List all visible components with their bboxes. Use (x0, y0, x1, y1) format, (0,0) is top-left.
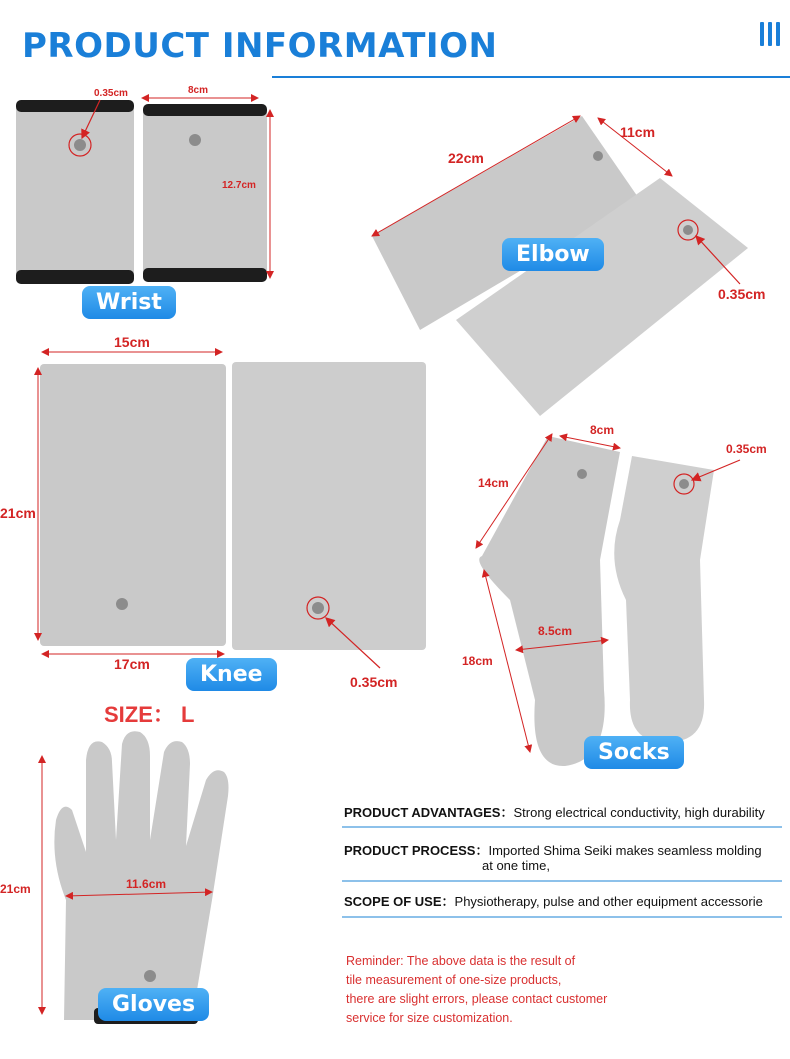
advantages-row (344, 802, 765, 821)
process-text-line2: at one time, (482, 858, 550, 873)
sock-right (614, 456, 714, 742)
socks-foot-length-dim: 18cm (462, 654, 493, 668)
knee-top-width-dim: 15cm (114, 334, 150, 350)
size-label: SIZE： L (104, 702, 195, 727)
knee-electrode-dim: 0.35cm (350, 674, 398, 690)
knee-sleeve-right (232, 362, 426, 650)
process-label: PRODUCT PROCESS： (344, 843, 489, 858)
socks-electrode-dim: 0.35cm (726, 442, 767, 456)
process-text-line1: Imported Shima Seiki makes seamless molding (488, 843, 762, 858)
gloves-width-dim: 11.6cm (126, 877, 167, 891)
knee-sleeve-left (40, 364, 226, 646)
socks-tag: Socks (584, 736, 684, 769)
reminder-line-2: tile measurement of one-size products, (346, 973, 562, 987)
reminder-note (346, 952, 607, 1028)
elbow-tag: Elbow (502, 238, 604, 271)
knee-height-dim: 21cm (0, 505, 36, 521)
socks-leg-dim: 14cm (478, 476, 509, 490)
page-title: PRODUCT INFORMATION (22, 26, 498, 66)
reminder-line-4: service for size customization. (346, 1011, 513, 1025)
knee-bottom-width-dim: 17cm (114, 656, 150, 672)
wrist-height-dim: 12.7cm (222, 180, 256, 191)
wrist-electrode-dim: 0.35cm (94, 88, 128, 99)
advantages-text: Strong electrical conductivity, high durability (513, 805, 765, 820)
divider-1 (342, 826, 782, 828)
divider-3 (342, 916, 782, 918)
wrist-width-dim: 8cm (188, 85, 209, 96)
scope-row (344, 891, 763, 910)
knee-tag: Knee (186, 658, 277, 691)
elbow-width-dim: 11cm (620, 124, 656, 140)
elbow-electrode-dim: 0.35cm (718, 286, 766, 302)
elbow-length-dim: 22cm (448, 150, 484, 166)
socks-foot-width-dim: 8.5cm (538, 624, 573, 638)
wrist-sleeve-left (16, 100, 134, 284)
reminder-line-3: there are slight errors, please contact customer (346, 992, 608, 1006)
wrist-sleeve-right (143, 104, 267, 282)
socks-top-width-dim: 8cm (590, 423, 615, 437)
scope-label: SCOPE OF USE： (344, 894, 455, 909)
reminder-line-1: Reminder: The above data is the result of (346, 954, 576, 968)
wrist-tag: Wrist (82, 286, 176, 319)
process-row (344, 840, 762, 859)
gloves-height-dim: 21cm (0, 882, 31, 896)
scope-text: Physiotherapy, pulse and other equipment accessorie (454, 894, 763, 909)
gloves-tag: Gloves (98, 988, 209, 1021)
divider-2 (342, 880, 782, 882)
advantages-label: PRODUCT ADVANTAGES： (344, 805, 514, 820)
